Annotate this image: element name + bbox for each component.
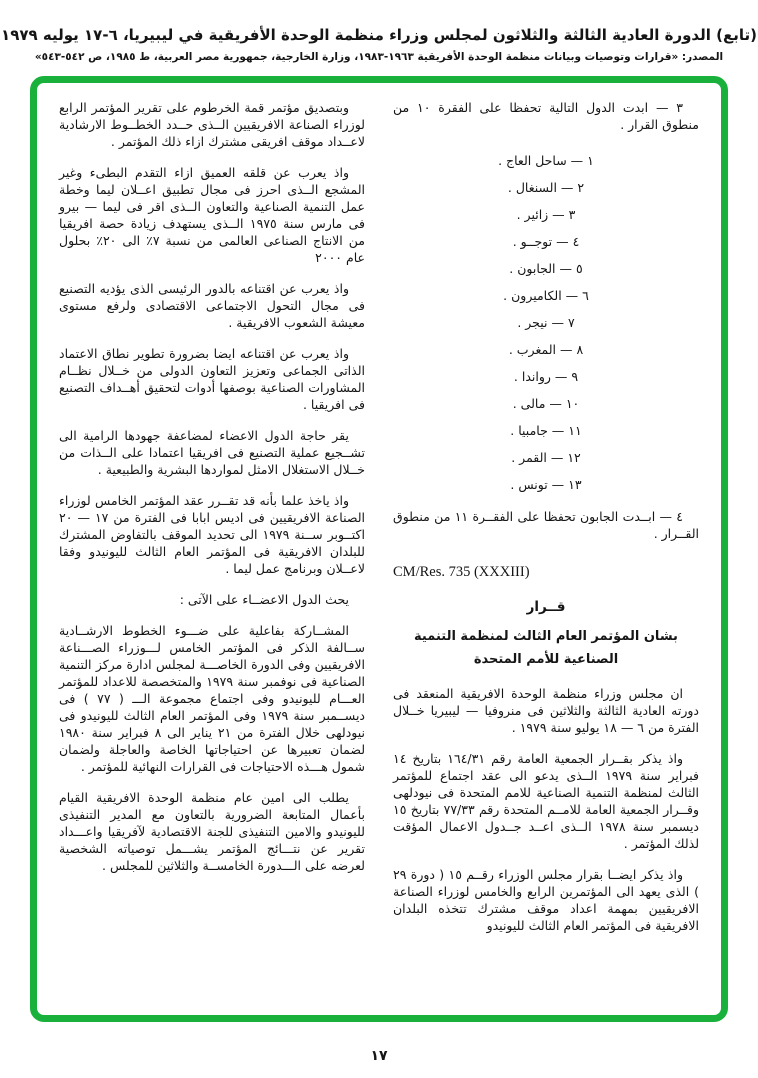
body-paragraph: واذ يذكر ايضــا بقرار مجلس الوزراء رقــم ١٥ ( دورة ٢٩ ) الذى يعهد الى المؤتمرين الرابع والخامس لوزراء الصناعة الافريقيين بمهمة اعداد موقف مشترك تتخذه البلدان الافريقية فى المؤتمر العام الثالث لليونيدو (393, 867, 699, 933)
reservation-paragraph-11: ٤ — ابــدت الجابون تحفظا على الفقــرة ١١ من منطوق القــرار . (393, 509, 699, 541)
list-item: ١٢ — القمر . (511, 450, 581, 465)
body-paragraph: وبتصديق مؤتمر قمة الخرطوم على تقرير المؤتمر الرابع لوزراء الصناعة الافريقيين الــذى حــدد الخطــوط الارشادية لاعــداد موقف افريقى مشترك ازاء ذلك المؤتمر . (59, 100, 365, 149)
list-item: ٢ — السنغال . (507, 180, 585, 195)
body-paragraph: يقر حاجة الدول الاعضاء لمضاعفة جهودها الرامية الى تشــجيع عملية التصنيع فى افريقيا اعتمادا على الــذات من خــلال الاستغلال الامثل لمواردها البشرية والطبيعية . (59, 428, 365, 477)
right-column (393, 99, 699, 1005)
list-item: ٧ — نيجر . (517, 315, 575, 330)
resolution-subject (393, 625, 699, 671)
body-paragraph: واذ ياخذ علما بأنه قد تقــرر عقد المؤتمر الخامس لوزراء الصناعة الافريقيين فى اديس ابابا فى الفترة من ١٧ — ٢٠ اكتــوبر ســنة ١٩٧٩ الى تحديد الموقف بالتفاوض المشترك للبلدان الافريقية فى المؤتمر العام الثالث لليونيدو وفقا لاعــلان وبرنامج عمل ليما . (59, 493, 366, 576)
body-paragraph: واذ يعرب عن اقتناعه ايضا بضرورة تطوير نطاق الاعتماد الذاتى الجماعى وتعزيز التعاون الدولى من خــلال نظــام المشاورات الصناعية بوصفها أدوات لتحقيق أهــداف التصنيع فى افريقيا . (59, 346, 365, 412)
list-item: ٥ — الجابون . (509, 261, 583, 276)
resolution-subject-line2: الصناعية للأمم المتحدة (473, 652, 619, 667)
content-frame (30, 76, 728, 1022)
list-item: ٦ — الكاميرون . (503, 288, 589, 303)
text-columns (59, 99, 699, 1005)
list-item: ١ — ساحل العاج . (498, 153, 594, 168)
reservation-paragraph-10: ٣ — ابدت الدول التالية تحفظا على الفقرة ١٠ من منطوق القرار . (393, 100, 699, 132)
body-paragraph: واذ يذكر بقــرار الجمعية العامة رقم ١٦٤/٣١ بتاريخ ١٤ فبراير سنة ١٩٧٩ الــذى يدعو الى عقد اجتماع للمؤتمر الثالث لمنظمة التنمية الصناعية للامم المتحدة فى نيودلهى وقــرار الجمعية العامة للامــم المتحدة رقم ٧٧/٣٣ بتاريخ ١٥ ديسمبر سنة ١٩٧٨ الــذى اعــد جــدول الاعمال المؤقت لذلك المؤتمر . (393, 751, 699, 851)
body-paragraph: المشــاركة بفاعلية على ضـــوء الخطوط الارشــادية ســالفة الذكر فى المؤتمر الخامس لـــوزراء الصـــناعة الافريقيين وفى الدورة الخاصـــة لمجلس ادارة مركز التنمية الصناعية فى نوفمبر سنة ١٩٧٩ والمتخصصة للاعداد للمؤتمر العـــام لليونيدو وفى اجتماع مجموعة الـــ ( ٧٧ ) فى ديســمبر سنة ١٩٧٩ وفى المؤتمر العام الثالث لليونيدو فى نيودلهى خلال الفترة من ٢١ يناير الى ٨ فبراير سنة ١٩٨٠ لضمان تعبيرها عن احتياجاتها الخاصة والعاجلة ولضمان شمول هـــذه الاحتياجات فى القرارات النهائية للمؤتمر . (59, 623, 366, 774)
body-paragraph: يحث الدول الاعضــاء على الآتى : (179, 592, 349, 607)
page-header (0, 0, 758, 63)
body-paragraph: واذ يعرب عن اقتناعه بالدور الرئيسى الذى يؤديه التصنيع فى مجال التحول الاجتماعى الاقتصادى ولرفع مستوى معيشة الشعوب الافريقية . (59, 281, 365, 330)
left-column (59, 99, 365, 1005)
body-paragraph: ان مجلس وزراء منظمة الوحدة الافريقية المنعقد فى دورته العادية الثالثة والثلاثين فى منروفيا — ليبيريا خــلال الفترة من ٦ — ١٨ يوليو سنة ١٩٧٩ . (393, 686, 699, 735)
list-item: ٣ — زائير . (516, 207, 576, 222)
session-title: (تابع) الدورة العادية الثالثة والثلاثون لمجلس وزراء منظمة الوحدة الأفريقية في ليبيريا، ٦-١٧ يوليه ١٩٧٩ (1, 26, 757, 44)
resolution-heading: قــرار (526, 599, 566, 615)
body-paragraph: واذ يعرب عن قلقه العميق ازاء التقدم البطىء وغير المشجع الــذى احرز فى مجال تطبيق اعــلان ليما وخطة عمل التنمية الصناعية والتعاون الــذى اقر فى ليما — بيرو فى مارس سنة ١٩٧٥ الــذى يستهدف زيادة حصة افريقيا من الانتاج الصناعى العالمى من نسبة ٧٪ الى ٢٠٪ بحلول عام ٢٠٠٠ (59, 165, 366, 265)
body-paragraph: يطلب الى امين عام منظمة الوحدة الافريقية القيام بأعمال المتابعة الضرورية بالتعاون مع المدير التنفيذى لليونيدو والامين التنفيذى للجنة الاقتصادية لآفريقيا واعـــداد تقرير عن نتـــائج المؤتمر يشـــمل توصياته الشخصية لعرضه على الـــدورة الخامســة والثلاثين للمجلس . (59, 790, 365, 873)
source-citation: المصدر: «قرارات وتوصيات وبيانات منظمة الوحدة الأفريقية ١٩٦٣-١٩٨٣، وزارة الخارجية، جمهورية مصر العربية، ط ١٩٨٥، ص ٥٤٢-٥٤٣» (34, 51, 724, 63)
resolution-subject-line1: بشان المؤتمر العام الثالث لمنظمة التنمية (414, 629, 678, 644)
reserving-countries-list (393, 147, 699, 498)
resolution-code: CM/Res. 735 (XXXIII) (393, 564, 530, 580)
list-item: ١٠ — مالى . (512, 396, 580, 411)
list-item: ١٣ — تونس . (510, 477, 582, 492)
list-item: ٩ — رواندا . (513, 369, 579, 384)
page-number: ١٧ (370, 1048, 388, 1064)
list-item: ١١ — جامبيا . (510, 423, 582, 438)
list-item: ٨ — المغرب . (508, 342, 584, 357)
list-item: ٤ — توجــو . (512, 234, 580, 249)
